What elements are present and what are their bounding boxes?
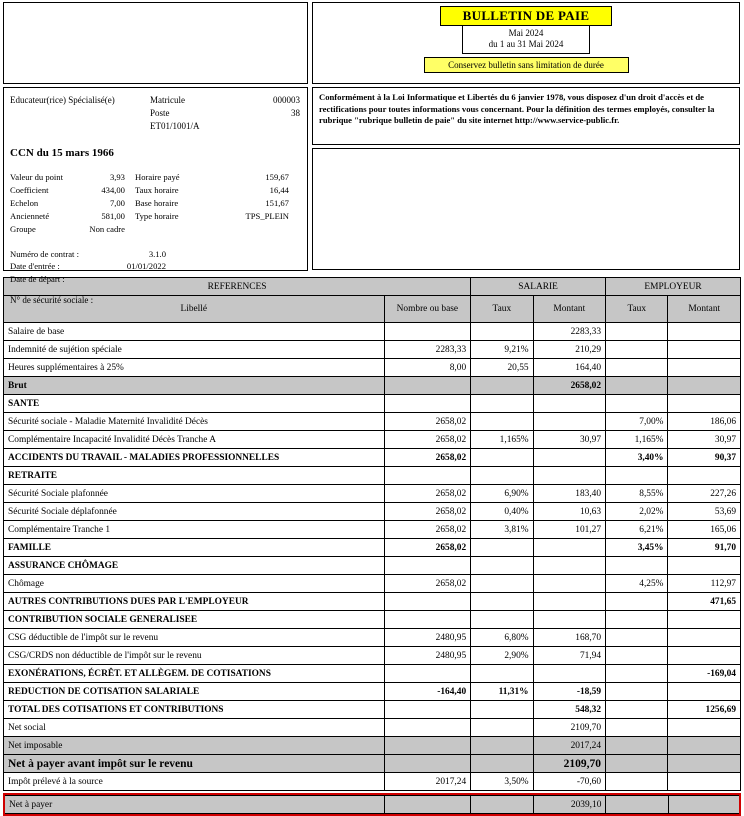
table-row <box>4 323 741 341</box>
row-taux-employeur: 8,55% <box>606 485 668 503</box>
table-row <box>4 377 741 395</box>
row-taux-salarie <box>471 575 533 593</box>
row-taux-employeur <box>606 755 668 773</box>
row-label: AUTRES CONTRIBUTIONS DUES PAR L'EMPLOYEUR <box>4 593 385 611</box>
row-base: 2480,95 <box>384 629 471 647</box>
row-taux-salarie: 11,31% <box>471 683 533 701</box>
table-row <box>4 449 741 467</box>
contract-value-1: 01/01/2022 <box>126 261 166 272</box>
table-row <box>4 593 741 611</box>
table-row <box>4 701 741 719</box>
net-pay-taux <box>471 796 534 814</box>
collective-agreement: CCN du 15 mars 1966 <box>10 147 114 160</box>
row-taux-salarie <box>471 737 533 755</box>
row-base: 2283,33 <box>384 341 471 359</box>
table-row <box>4 395 741 413</box>
table-row <box>4 557 741 575</box>
row-taux-salarie: 3,81% <box>471 521 533 539</box>
row-taux-salarie: 6,80% <box>471 629 533 647</box>
poste-label: Poste <box>150 108 170 119</box>
column-header-taux-employeur: Taux <box>606 296 668 323</box>
contract-label-2: Date de départ : <box>10 274 65 285</box>
row-taux-employeur <box>606 359 668 377</box>
row-taux-employeur: 1,165% <box>606 431 668 449</box>
row-montant-salarie: 2109,70 <box>533 755 605 773</box>
row-montant-employeur <box>668 611 741 629</box>
row-base <box>384 467 471 485</box>
table-row <box>4 629 741 647</box>
table-row <box>4 521 741 539</box>
row-montant-employeur <box>668 395 741 413</box>
row-taux-employeur: 3,45% <box>606 539 668 557</box>
contract-row-2 <box>10 273 301 286</box>
row-label: RETRAITE <box>4 467 385 485</box>
row-montant-salarie <box>533 413 605 431</box>
row-base: 2658,02 <box>384 431 471 449</box>
row-taux-salarie: 1,165% <box>471 431 533 449</box>
net-pay-label: Net à payer <box>5 796 384 814</box>
row-taux-employeur <box>606 611 668 629</box>
table-row <box>4 611 741 629</box>
pay-period-range: du 1 au 31 Mai 2024 <box>488 39 564 50</box>
table-row <box>4 683 741 701</box>
row-label: CONTRIBUTION SOCIALE GENERALISEE <box>4 611 385 629</box>
row-taux-salarie <box>471 395 533 413</box>
row-montant-salarie <box>533 539 605 557</box>
row-montant-salarie <box>533 593 605 611</box>
row-taux-employeur: 6,21% <box>606 521 668 539</box>
table-row <box>4 431 741 449</box>
contract-row-0 <box>10 248 301 261</box>
row-label: Complémentaire Incapacité Invalidité Décès Tranche A <box>4 431 385 449</box>
row-taux-employeur <box>606 719 668 737</box>
row-base <box>384 701 471 719</box>
pay-param-value-0: 3,93 <box>109 172 125 183</box>
spacer-1 <box>10 107 150 120</box>
row-label: Sécurité sociale - Maladie Maternité Invalidité Décès <box>4 413 385 431</box>
row-label: SANTE <box>4 395 385 413</box>
legal-notice-url: http://www.service-public.fr. <box>514 115 620 126</box>
row-montant-employeur: 1256,69 <box>668 701 741 719</box>
row-taux-employeur: 2,02% <box>606 503 668 521</box>
row-taux-employeur <box>606 683 668 701</box>
row-base <box>384 665 471 683</box>
social-security-number-label: N° de sécurité sociale : <box>10 295 94 306</box>
row-taux-employeur <box>606 701 668 719</box>
row-label: Impôt prélevé à la source <box>4 773 385 791</box>
row-taux-salarie <box>471 701 533 719</box>
row-montant-employeur <box>668 467 741 485</box>
row-montant-employeur <box>668 341 741 359</box>
row-montant-salarie: 71,94 <box>533 647 605 665</box>
row-base: 2658,02 <box>384 503 471 521</box>
row-taux-salarie <box>471 539 533 557</box>
row-base <box>384 755 471 773</box>
row-montant-employeur <box>668 773 741 791</box>
table-row <box>4 467 741 485</box>
row-taux-employeur <box>606 647 668 665</box>
row-montant-employeur: 112,97 <box>668 575 741 593</box>
row-montant-employeur <box>668 683 741 701</box>
column-header-montant-employeur: Montant <box>668 296 741 323</box>
pay-param-labels-right <box>135 171 219 235</box>
pay-param-value-4: Non cadre <box>89 223 125 234</box>
row-base <box>384 611 471 629</box>
row-label: Heures supplémentaires à 25% <box>4 359 385 377</box>
legal-notice-line2: Pour la définition des termes employés, consulter la rubrique "rubrique bulletin de paie" du site internet <box>319 103 715 126</box>
service-code: ET01/1001/A <box>150 121 200 132</box>
contract-value-0: 3.1.0 <box>148 248 166 259</box>
row-label: Net social <box>4 719 385 737</box>
pay-param-value-3: 581,00 <box>101 210 125 221</box>
matricule-label: Matricule <box>150 95 185 105</box>
group-header-employeur: EMPLOYEUR <box>606 278 741 296</box>
row-taux-employeur <box>606 557 668 575</box>
row-label: ASSURANCE CHÔMAGE <box>4 557 385 575</box>
row-montant-salarie: -18,59 <box>533 683 605 701</box>
row-montant-salarie: 101,27 <box>533 521 605 539</box>
column-header-base: Nombre ou base <box>384 296 471 323</box>
table-row <box>4 755 741 773</box>
group-header-references: REFERENCES <box>4 278 471 296</box>
row-taux-salarie: 2,90% <box>471 647 533 665</box>
row-label: Net imposable <box>4 737 385 755</box>
row-label: Sécurité Sociale plafonnée <box>4 485 385 503</box>
row-base <box>384 395 471 413</box>
row-base: 2658,02 <box>384 575 471 593</box>
table-row <box>4 647 741 665</box>
row-montant-salarie: 548,32 <box>533 701 605 719</box>
conserve-note: Conservez bulletin sans limitation de durée <box>424 57 629 74</box>
table-row <box>4 665 741 683</box>
row-montant-employeur <box>668 359 741 377</box>
row-label: REDUCTION DE COTISATION SALARIALE <box>4 683 385 701</box>
row-label: TOTAL DES COTISATIONS ET CONTRIBUTIONS <box>4 701 385 719</box>
row-base: 2658,02 <box>384 449 471 467</box>
pay-param-value2-2: 151,67 <box>265 197 289 208</box>
table-row <box>4 359 741 377</box>
row-montant-employeur: 227,26 <box>668 485 741 503</box>
row-taux-salarie <box>471 413 533 431</box>
row-montant-employeur <box>668 719 741 737</box>
spacer-3 <box>248 120 300 133</box>
table-row <box>4 341 741 359</box>
row-label: Brut <box>4 377 385 395</box>
row-montant-employeur: 471,65 <box>668 593 741 611</box>
contract-info <box>10 248 301 287</box>
row-taux-salarie: 20,55 <box>471 359 533 377</box>
header-right-column <box>312 2 740 274</box>
row-montant-employeur <box>668 737 741 755</box>
pay-param-value2-0: 159,67 <box>265 172 289 183</box>
net-pay-table <box>5 795 739 814</box>
pay-param-labels-left <box>10 171 63 235</box>
row-taux-salarie <box>471 467 533 485</box>
column-header-libelle: Libellé <box>4 296 385 323</box>
contract-label-1: Date d'entrée : <box>10 261 60 272</box>
row-taux-salarie <box>471 557 533 575</box>
row-base <box>384 719 471 737</box>
pay-param-value2-3: TPS_PLEIN <box>245 210 289 221</box>
table-row <box>4 485 741 503</box>
pay-param-value-1: 434,00 <box>101 185 125 196</box>
row-label: Complémentaire Tranche 1 <box>4 521 385 539</box>
row-label: Chômage <box>4 575 385 593</box>
row-montant-salarie <box>533 467 605 485</box>
row-taux-salarie <box>471 611 533 629</box>
row-montant-employeur: 186,06 <box>668 413 741 431</box>
row-montant-salarie <box>533 575 605 593</box>
pay-param-values-left <box>63 171 135 235</box>
row-base: 2480,95 <box>384 647 471 665</box>
column-header-taux-salarie: Taux <box>471 296 533 323</box>
matricule-value: 000003 <box>273 95 300 105</box>
row-montant-employeur <box>668 323 741 341</box>
row-taux-salarie: 6,90% <box>471 485 533 503</box>
net-pay-taux-employeur <box>606 796 669 814</box>
row-base <box>384 323 471 341</box>
pay-parameters <box>10 171 301 235</box>
row-montant-salarie: 10,63 <box>533 503 605 521</box>
column-header-montant-salarie: Montant <box>533 296 605 323</box>
row-montant-employeur <box>668 647 741 665</box>
row-taux-employeur <box>606 773 668 791</box>
contract-row-1 <box>10 260 301 273</box>
row-base <box>384 377 471 395</box>
pay-param-label2-3: Type horaire <box>134 210 179 221</box>
row-base: 2658,02 <box>384 485 471 503</box>
employee-poste-row <box>10 107 301 120</box>
spacer-2 <box>10 120 150 133</box>
payroll-table <box>3 277 741 791</box>
pay-param-label-3: Ancienneté <box>10 210 50 221</box>
row-base: 2017,24 <box>384 773 471 791</box>
row-taux-employeur: 3,40% <box>606 449 668 467</box>
row-taux-employeur <box>606 377 668 395</box>
row-taux-employeur <box>606 737 668 755</box>
row-label: Indemnité de sujétion spéciale <box>4 341 385 359</box>
row-montant-salarie: -70,60 <box>533 773 605 791</box>
row-montant-employeur: 30,97 <box>668 431 741 449</box>
row-taux-employeur <box>606 593 668 611</box>
pay-period-month: Mai 2024 <box>508 28 544 38</box>
row-label: FAMILLE <box>4 539 385 557</box>
row-base: -164,40 <box>384 683 471 701</box>
group-header-salarie: SALARIE <box>471 278 606 296</box>
row-montant-salarie <box>533 557 605 575</box>
row-taux-employeur <box>606 467 668 485</box>
row-montant-salarie: 168,70 <box>533 629 605 647</box>
row-montant-salarie <box>533 449 605 467</box>
row-montant-employeur <box>668 557 741 575</box>
net-pay-row <box>5 796 739 814</box>
row-montant-salarie: 2109,70 <box>533 719 605 737</box>
row-montant-salarie <box>533 395 605 413</box>
employer-address-box <box>312 148 740 270</box>
row-montant-salarie: 30,97 <box>533 431 605 449</box>
row-montant-salarie: 164,40 <box>533 359 605 377</box>
pay-param-label2-0: Horaire payé <box>134 172 180 183</box>
row-montant-employeur: 90,37 <box>668 449 741 467</box>
row-montant-salarie: 2283,33 <box>533 323 605 341</box>
pay-param-values-right <box>219 171 289 235</box>
row-label: Salaire de base <box>4 323 385 341</box>
row-label: Net à payer avant impôt sur le revenu <box>4 755 385 773</box>
row-montant-employeur: 91,70 <box>668 539 741 557</box>
table-row <box>4 575 741 593</box>
table-row <box>4 719 741 737</box>
pay-period <box>462 26 591 54</box>
pay-param-value-2: 7,00 <box>109 197 125 208</box>
row-base: 2658,02 <box>384 521 471 539</box>
employer-box <box>3 2 308 84</box>
row-label: Sécurité Sociale déplafonnée <box>4 503 385 521</box>
legal-notice-line1: Conformément à la Loi Informatique et Libertés du 6 janvier 1978, vous disposez d'un droit d'accès et de rectifications pour toutes informations vous concernant. <box>319 92 704 114</box>
table-row <box>4 539 741 557</box>
pay-param-label2-2: Base horaire <box>134 197 179 208</box>
row-taux-salarie <box>471 449 533 467</box>
row-taux-salarie <box>471 323 533 341</box>
row-taux-employeur: 7,00% <box>606 413 668 431</box>
net-pay-amount-employeur <box>668 796 739 814</box>
page-title: BULLETIN DE PAIE <box>440 6 613 26</box>
contract-label-0: Numéro de contrat : <box>10 248 79 259</box>
row-taux-salarie: 9,21% <box>471 341 533 359</box>
row-base: 8,00 <box>384 359 471 377</box>
row-montant-salarie: 2658,02 <box>533 377 605 395</box>
row-taux-employeur: 4,25% <box>606 575 668 593</box>
row-taux-salarie <box>471 665 533 683</box>
row-base: 2658,02 <box>384 539 471 557</box>
pay-param-label2-1: Taux horaire <box>134 185 179 196</box>
row-montant-salarie: 210,29 <box>533 341 605 359</box>
row-montant-employeur: 165,06 <box>668 521 741 539</box>
row-label: CSG/CRDS non déductible de l'impôt sur le revenu <box>4 647 385 665</box>
pay-param-value2-1: 16,44 <box>269 185 289 196</box>
row-base <box>384 737 471 755</box>
employee-job-title: Educateur(rice) Spécialisé(e) <box>10 95 115 105</box>
row-base: 2658,02 <box>384 413 471 431</box>
row-label: EXONÉRATIONS, ÉCRÊT. ET ALLÈGEM. DE COTISATIONS <box>4 665 385 683</box>
net-pay-amount: 2039,10 <box>533 796 606 814</box>
pay-param-label-1: Coefficient <box>10 185 49 196</box>
row-taux-employeur <box>606 341 668 359</box>
row-taux-employeur <box>606 629 668 647</box>
row-montant-employeur <box>668 377 741 395</box>
row-taux-salarie: 3,50% <box>471 773 533 791</box>
row-label: ACCIDENTS DU TRAVAIL - MALADIES PROFESSIONNELLES <box>4 449 385 467</box>
row-montant-employeur: -169,04 <box>668 665 741 683</box>
row-taux-employeur <box>606 323 668 341</box>
row-taux-salarie: 0,40% <box>471 503 533 521</box>
table-row <box>4 773 741 791</box>
net-pay-highlight-box <box>3 793 741 816</box>
row-montant-employeur <box>668 755 741 773</box>
poste-value: 38 <box>291 108 300 119</box>
row-montant-salarie: 2017,24 <box>533 737 605 755</box>
table-row <box>4 737 741 755</box>
employee-identity-row <box>10 94 301 107</box>
row-taux-salarie <box>471 593 533 611</box>
pay-param-label-2: Echelon <box>10 197 39 208</box>
row-montant-employeur <box>668 629 741 647</box>
row-label: CSG déductible de l'impôt sur le revenu <box>4 629 385 647</box>
row-montant-salarie <box>533 611 605 629</box>
table-body <box>4 323 741 791</box>
pay-param-label-4: Groupe <box>10 223 36 234</box>
row-base <box>384 557 471 575</box>
row-taux-salarie <box>471 719 533 737</box>
row-taux-employeur <box>606 665 668 683</box>
table-row <box>4 413 741 431</box>
employee-service-row <box>10 120 301 133</box>
row-montant-employeur: 53,69 <box>668 503 741 521</box>
row-taux-salarie <box>471 377 533 395</box>
title-box <box>312 2 740 84</box>
net-pay-base <box>384 796 471 814</box>
table-row <box>4 503 741 521</box>
row-montant-salarie: 183,40 <box>533 485 605 503</box>
row-taux-salarie <box>471 755 533 773</box>
row-montant-salarie <box>533 665 605 683</box>
pay-param-label-0: Valeur du point <box>10 172 63 183</box>
legal-notice-box <box>312 87 740 145</box>
row-taux-employeur <box>606 395 668 413</box>
row-base <box>384 593 471 611</box>
